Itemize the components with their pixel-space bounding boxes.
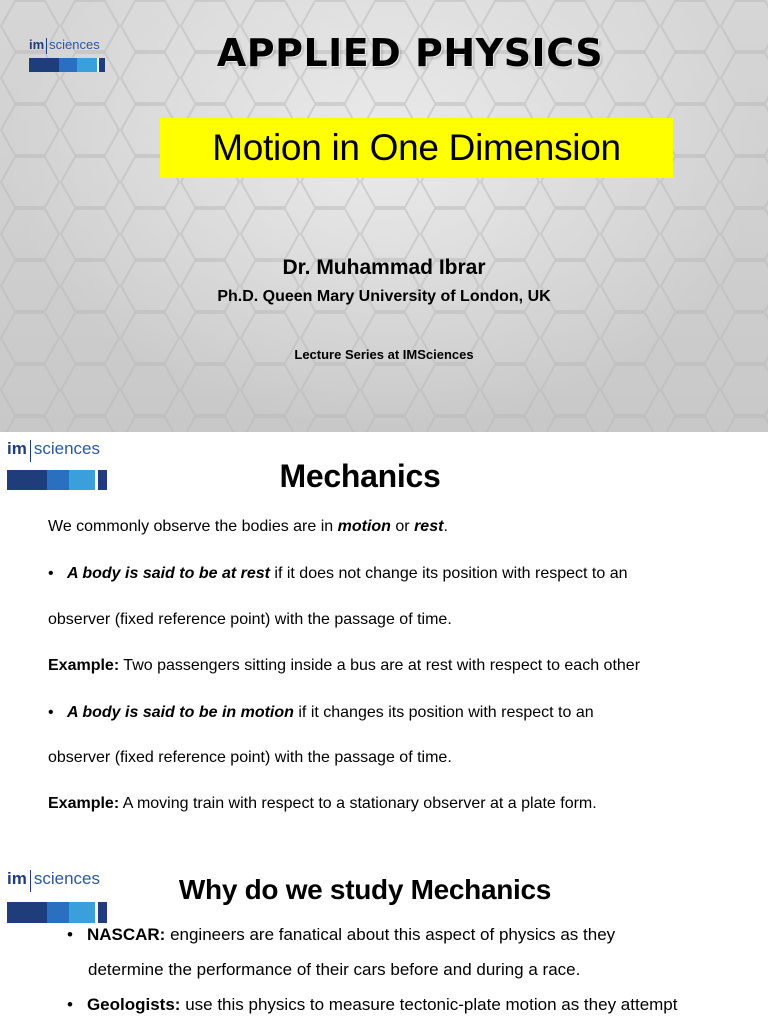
- slide-heading: Mechanics: [279, 458, 441, 494]
- imsciences-logo: [29, 38, 107, 75]
- example-rest: [48, 657, 748, 675]
- bullet: •: [48, 704, 54, 721]
- logo-color-blocks: [7, 470, 107, 490]
- item-text: engineers are fanatical about this aspect of physics as they: [165, 925, 616, 944]
- author-name: Dr. Muhammad Ibrar: [282, 256, 486, 279]
- logo-im-text: im: [7, 869, 27, 888]
- example-motion: [48, 795, 748, 813]
- example-text: Two passengers sitting inside a bus are at rest with respect to each other: [119, 657, 641, 674]
- intro-part: .: [443, 518, 448, 535]
- slide-heading: Why do we study Mechanics: [178, 874, 552, 905]
- list-item-geologists: [67, 995, 678, 1015]
- logo-sciences-text: sciences: [33, 439, 100, 458]
- intro-emphasis-rest: rest: [414, 518, 444, 535]
- motion-definition: [48, 704, 748, 722]
- item-label: NASCAR:: [86, 925, 166, 944]
- list-item-nascar: [67, 925, 615, 945]
- logo-color-blocks: [29, 58, 105, 72]
- bullet: •: [67, 995, 73, 1014]
- slide-subtitle-highlighted: Motion in One Dimension: [160, 118, 673, 178]
- imsciences-logo: [7, 440, 109, 492]
- lecture-series: Lecture Series at IMSciences: [294, 347, 474, 362]
- example-label: Example:: [48, 795, 120, 812]
- motion-definition-text: if it changes its position with respect to an: [293, 704, 594, 721]
- bullet: •: [67, 925, 73, 944]
- title-slide: [0, 0, 768, 432]
- rest-definition: [48, 565, 748, 583]
- imsciences-logo: [7, 870, 109, 925]
- rest-definition-text: if it does not change its position with respect to an: [269, 565, 628, 582]
- logo-sciences-text: sciences: [33, 869, 100, 888]
- intro-emphasis-motion: motion: [337, 518, 391, 535]
- why-study-mechanics-slide: [0, 844, 768, 1024]
- logo-color-blocks: [7, 902, 107, 923]
- item-text: use this physics to measure tectonic-plate motion as they attempt: [180, 995, 678, 1014]
- bullet: •: [48, 565, 54, 582]
- rest-definition-emphasis: A body is said to be at rest: [66, 565, 270, 582]
- motion-definition-continued: observer (fixed reference point) with the passage of time.: [48, 749, 452, 766]
- intro-part: We commonly observe the bodies are in: [48, 518, 338, 535]
- logo-im-text: im: [29, 37, 45, 52]
- author-affiliation: Ph.D. Queen Mary University of London, UK: [217, 288, 551, 305]
- list-item-nascar-continued: determine the performance of their cars before and during a race.: [88, 960, 581, 979]
- rest-definition-continued: observer (fixed reference point) with the passage of time.: [48, 611, 452, 628]
- logo-sciences-text: sciences: [49, 37, 100, 52]
- example-label: Example:: [48, 657, 120, 674]
- mechanics-slide: [0, 432, 768, 844]
- motion-definition-emphasis: A body is said to be in motion: [66, 704, 294, 721]
- example-text: A moving train with respect to a stationary observer at a plate form.: [119, 795, 597, 812]
- intro-text: [48, 518, 748, 536]
- intro-part: or: [390, 518, 415, 535]
- item-label: Geologists:: [86, 995, 181, 1014]
- slide-title: APPLIED PHYSICS: [216, 31, 604, 75]
- logo-im-text: im: [7, 439, 27, 458]
